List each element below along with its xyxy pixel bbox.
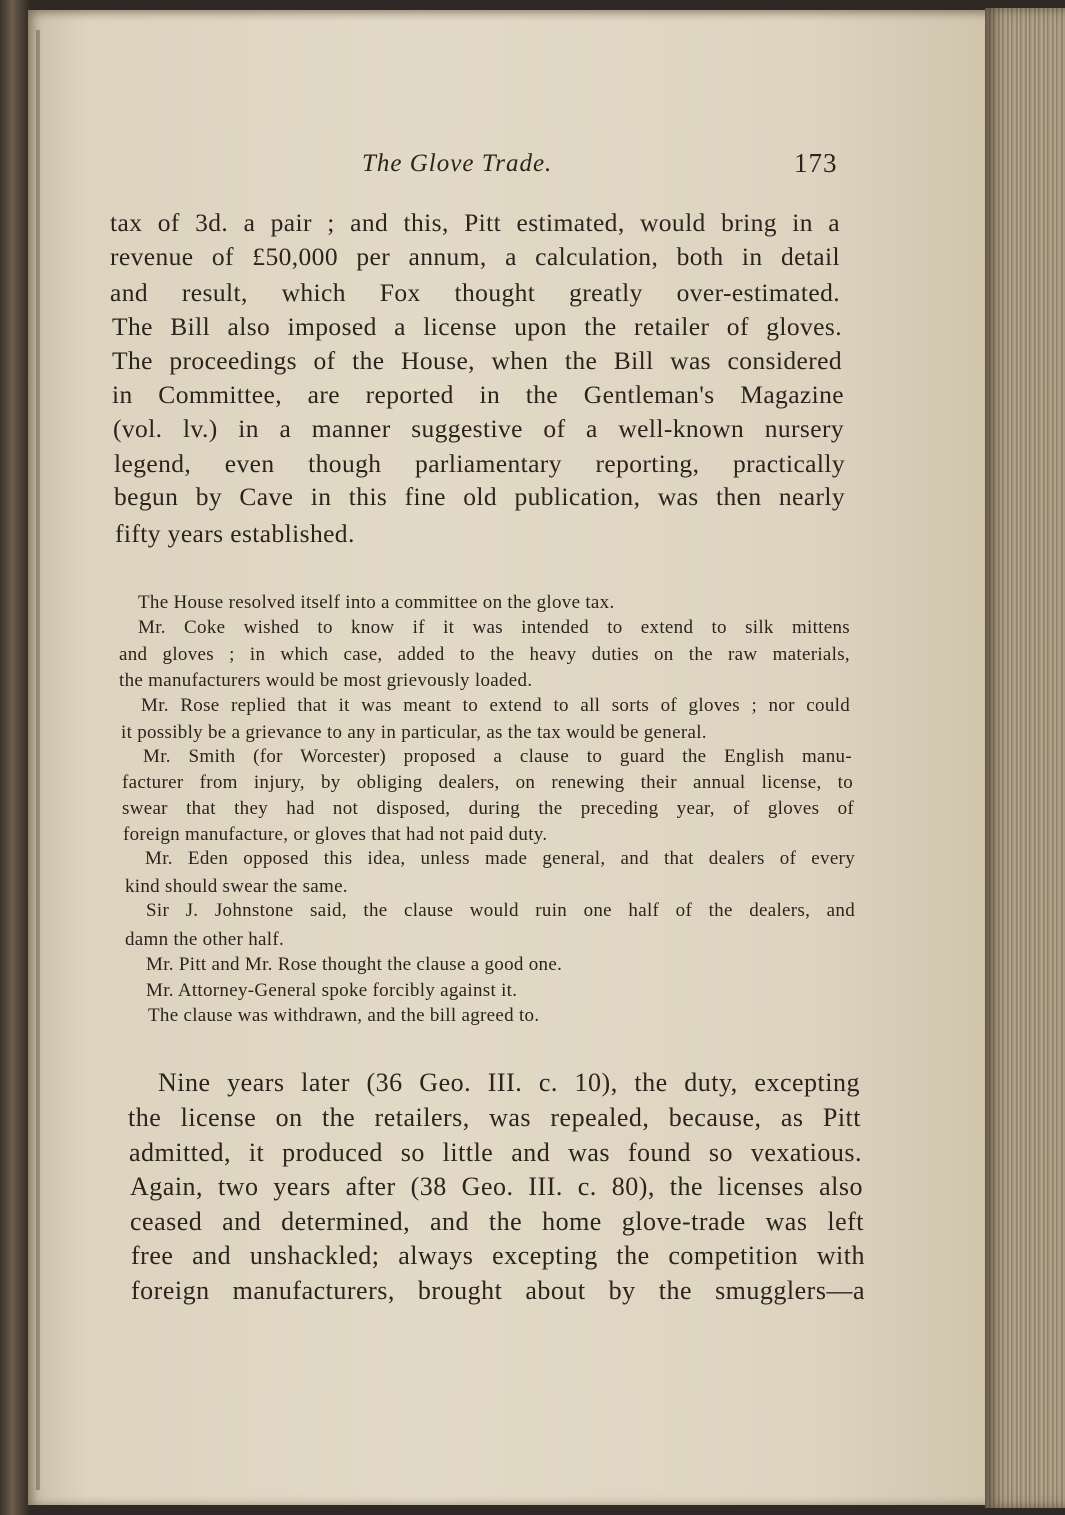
quote-line: damn the other half.: [125, 929, 285, 950]
quote-line: Mr. Eden opposed this idea, unless made general, and that dealers of every: [145, 848, 855, 869]
body-line: The proceedings of the House, when the Bill was considered: [112, 346, 842, 375]
body-line: fifty years established.: [115, 519, 355, 548]
page-number: 173: [794, 148, 838, 178]
quote-line: it possibly be a grievance to any in particular, as the tax would be general.: [121, 722, 707, 743]
quote-line: Mr. Smith (for Worcester) proposed a clause to guard the English manu-: [143, 746, 852, 767]
quote-line: Sir J. Johnstone said, the clause would ruin one half of the dealers, and: [146, 900, 855, 921]
body-line: Nine years later (36 Geo. III. c. 10), the duty, excepting: [158, 1068, 860, 1097]
body-line: (vol. lv.) in a manner suggestive of a well-known nursery: [113, 414, 844, 443]
quote-line: the manufacturers would be most grievously loaded.: [119, 670, 533, 691]
body-line: legend, even though parliamentary reporting, practically: [114, 449, 845, 478]
quote-line: kind should swear the same.: [125, 876, 348, 897]
quote-line: Mr. Attorney-General spoke forcibly against it.: [146, 980, 518, 1001]
quote-line: Mr. Coke wished to know if it was intended to extend to silk mittens: [138, 617, 850, 638]
body-line: admitted, it produced so little and was found so vexatious.: [129, 1138, 862, 1167]
body-line: the license on the retailers, was repealed, because, as Pitt: [128, 1103, 861, 1132]
quote-line: The House resolved itself into a committee on the glove tax.: [138, 592, 615, 613]
quote-line: swear that they had not disposed, during the preceding year, of gloves of: [122, 798, 854, 819]
body-line: foreign manufacturers, brought about by the smugglers—a: [131, 1276, 865, 1305]
quote-line: facturer from injury, by obliging dealers, on renewing their annual license, to: [122, 772, 853, 793]
body-line: tax of 3d. a pair ; and this, Pitt estimated, would bring in a: [110, 208, 840, 237]
body-line: free and unshackled; always excepting the competition with: [131, 1241, 865, 1270]
body-line: revenue of £50,000 per annum, a calculation, both in detail: [110, 242, 840, 271]
running-title: The Glove Trade.: [362, 150, 553, 177]
quote-line: Mr. Rose replied that it was meant to extend to all sorts of gloves ; nor could: [141, 695, 850, 716]
body-line: ceased and determined, and the home glove-trade was left: [130, 1207, 864, 1236]
quote-line: foreign manufacture, or gloves that had not paid duty.: [123, 824, 548, 845]
gutter-shadow: [36, 30, 40, 1490]
quote-line: and gloves ; in which case, added to the heavy duties on the raw materials,: [119, 644, 850, 665]
body-line: begun by Cave in this fine old publication, was then nearly: [114, 482, 845, 511]
body-line: in Committee, are reported in the Gentleman's Magazine: [112, 380, 844, 409]
body-line: Again, two years after (38 Geo. III. c. 80), the licenses also: [130, 1172, 863, 1201]
quote-line: The clause was withdrawn, and the bill agreed to.: [148, 1005, 540, 1026]
body-line: and result, which Fox thought greatly over-estimated.: [110, 278, 840, 307]
page-fore-edge: [985, 8, 1065, 1508]
left-page-edge: [0, 0, 30, 1515]
body-line: The Bill also imposed a license upon the retailer of gloves.: [112, 312, 842, 341]
quote-line: Mr. Pitt and Mr. Rose thought the clause a good one.: [146, 954, 563, 975]
